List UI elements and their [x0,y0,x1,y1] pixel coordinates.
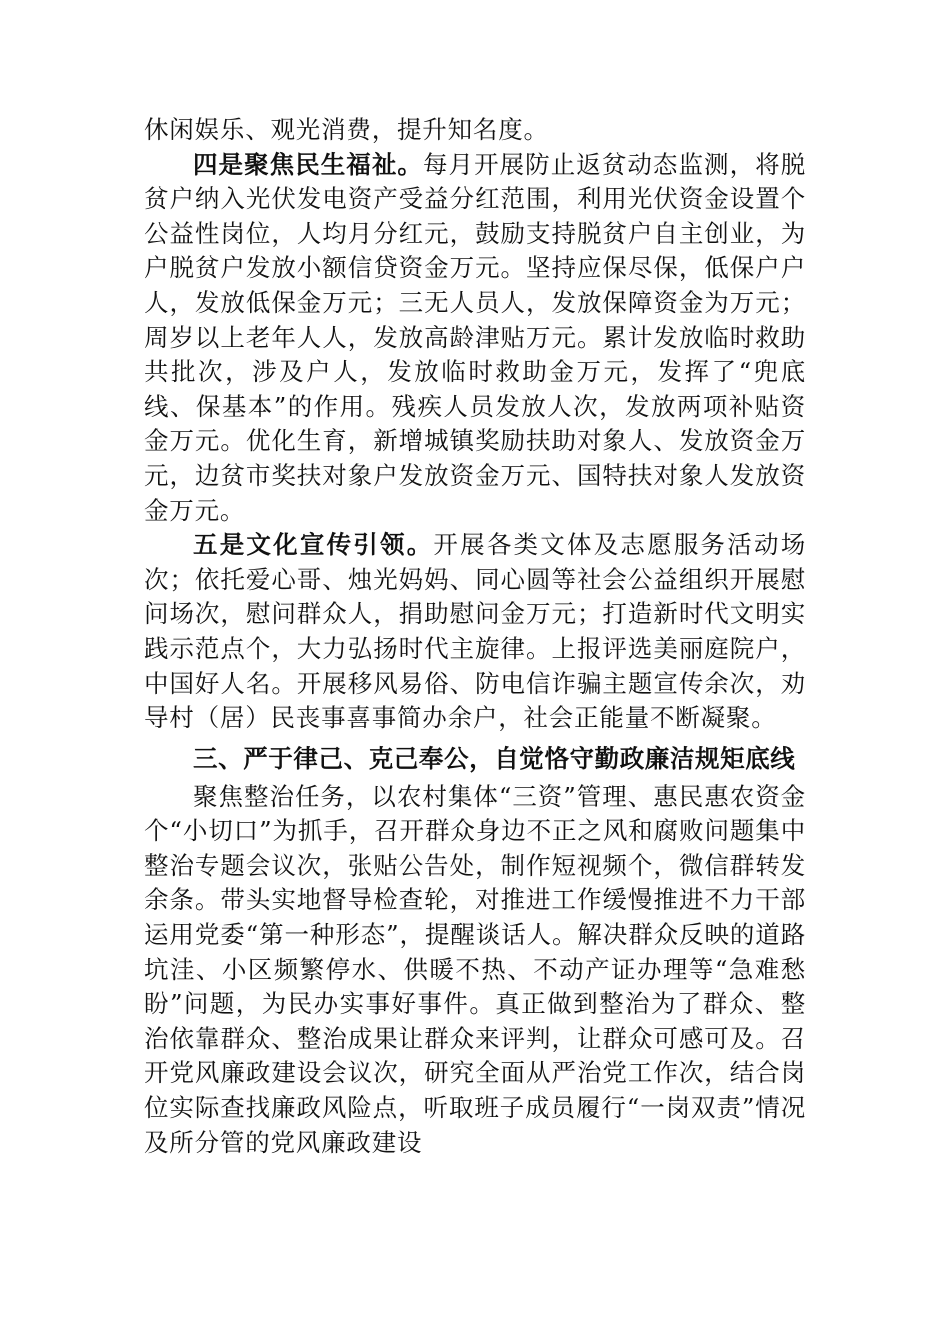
section-heading: 三、严于律己、克己奉公，自觉恪守勤政廉洁规矩底线 [193,743,796,773]
paragraph-integrity: 聚焦整治任务，以农村集体“三资”管理、惠民惠农资金个“小切口”为抓手，召开群众身边不正之风和腐败问题集中整治专题会议次，张贴公告处，制作短视频个，微信群转发余条。带头实地督导检查轮，对推进工作缓慢推进不力干部运用党委“第一种形态”，提醒谈话人。解决群众反映的道路坑洼、小区频繁停水、供暖不热、不动产证办理等“急难愁盼”问题，为民办实事好事件。真正做到整治为了群众、整治依靠群众、整治成果让群众来评判，让群众可感可及。召开党风廉政建设会议次，研究全面从严治党工作次，结合岗位实际查找廉政风险点，听取班子成员履行“一岗双责”情况及所分管的党风廉政建设 [144,781,806,1157]
paragraph-livelihood-body: 每月开展防止返贫动态监测，将脱贫户纳入光伏发电资产受益分红范围，利用光伏资金设置个公益性岗位，人均月分红元，鼓励支持脱贫户自主创业，为户脱贫户发放小额信贷资金万元。坚持应保尽保，低保户户人，发放低保金万元；三无人员人，发放保障资金为万元；周岁以上老年人人，发放高龄津贴万元。累计发放临时救助共批次，涉及户人，发放临时救助金万元，发挥了“兜底线、保基本”的作用。残疾人员发放人次，发放两项补贴资金万元。优化生育，新增城镇奖励扶助对象人、发放资金万元，边贫市奖扶对象户发放资金万元、国特扶对象人发放资金万元。 [144,149,806,525]
paragraph-culture [144,528,806,736]
paragraph-continuation: 休闲娱乐、观光消费，提升知名度。 [144,115,549,144]
paragraph-culture-body: 开展各类文体及志愿服务活动场次；依托爱心哥、烛光妈妈、同心圆等社会公益组织开展慰问场次，慰问群众人，捐助慰问金万元；打造新时代文明实践示范点个，大力弘扬时代主旋律。上报评选美丽庭院户，中国好人名。开展移风易俗、防电信诈骗主题宣传余次，劝导村（居）民丧事喜事简办余户，社会正能量不断凝聚。 [144,530,806,733]
document-body [144,113,806,1160]
paragraph-culture-lead: 五是文化宣传引领。 [193,530,434,560]
paragraph-livelihood-lead: 四是聚焦民生福祉。 [193,149,423,179]
paragraph-livelihood [144,148,806,529]
